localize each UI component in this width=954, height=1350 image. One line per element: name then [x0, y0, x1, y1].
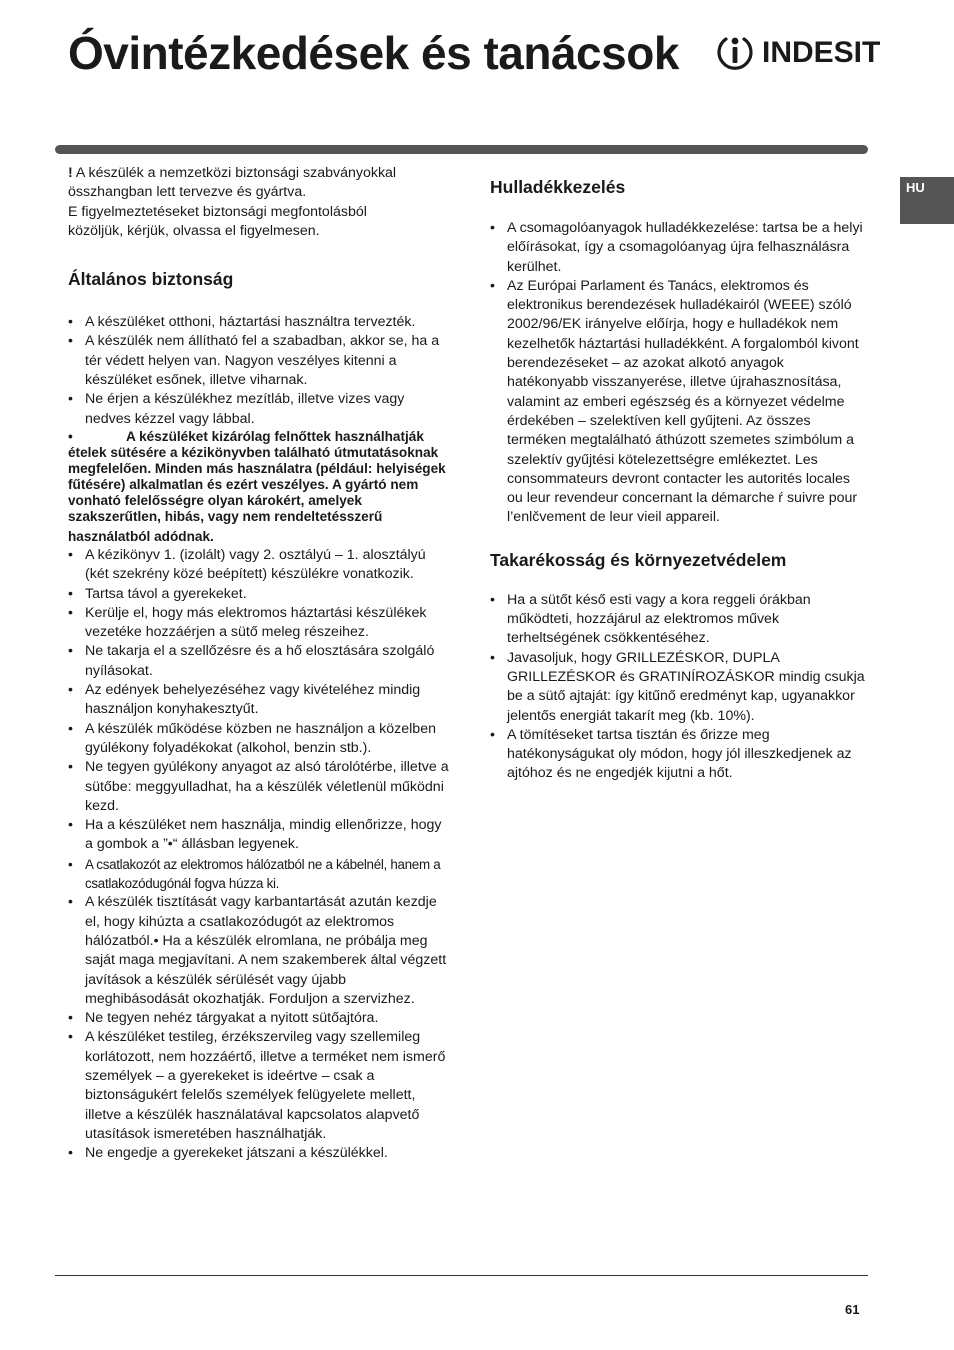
list-item: • Ha a készüléket nem használja, mindig ellenőrizze, hogy a gombok a ”•“ állásban legyenek.: [68, 816, 450, 855]
saving-list: [490, 591, 866, 784]
list-item: • A tömítéseket tartsa tisztán és őrizze meg hatékonyságukat oly módon, hogy jól illeszkedjenek az ajtóhoz és ne engedjék kijutni a hőt.: [490, 726, 866, 784]
general-safety-list-b: [68, 546, 450, 1164]
list-item: • Ha a sütőt késő esti vagy a kora reggeli órákban működteti, hozzájárul az elektromos művek terheltségének csökkentéséhez.: [490, 591, 866, 649]
bold-warning-paragraph: [68, 429, 450, 525]
page-number: 61: [845, 1302, 860, 1317]
intro-line-4: közöljük, kérjük, olvassa el figyelmesen.: [68, 222, 320, 239]
list-item: • Ne takarja el a szellőzésre és a hő elosztására szolgáló nyílásokat.: [68, 642, 450, 681]
list-item: • Ne engedje a gyerekeket játszani a készülékkel.: [68, 1144, 450, 1163]
intro-line-3: E figyelmeztetéseket biztonsági megfontolásból: [68, 203, 367, 220]
list-item: • Ne tegyen nehéz tárgyakat a nyitott sütőajtóra.: [68, 1009, 450, 1028]
bold-warning-text: A készüléket kizárólag felnőttek használhatják ételek sütésére a kézikönyvben található útmutatásoknak megfelelően. Minden más használatra (például: helyiségek fűtésére) alkalmatlan és ezért veszélyes. A gyártó nem vonható felelősségre olyan károkért, amelyek szakszerűtlen, hibás, vagy nem rendeltetésszerű: [68, 428, 446, 524]
list-item: • Az Európai Parlament és Tanács, elektromos és elektronikus berendezések hulladékairól (WEEE) szóló 2002/96/EK irányelve előírja, hogy e hulladékok nem kezelhetők háztartási hulladékként. A forgalomból kivont berendezéseket – az azokat alkotó anyagok hatékonyabb visszanyerése, illetve újrahasznosítása, valamint az emberi egészség és a környezet védelme érdekében – szelektíven kell gyűjteni. Az összes terméken megtalálható áthúzott szemetes szimbólum a szelektív gyűjtési kötelezettségre emlékeztet. Les consommateurs devront contacter les autorités locales ou leur revendeur concernant la démarche ŕ suivre pour l’enlčvement de leur vieil appareil.: [490, 277, 866, 528]
intro-notice: [68, 164, 450, 241]
list-item: • Ne érjen a készülékhez mezítláb, illetve vizes vagy nedves kézzel vagy lábbal.: [68, 390, 450, 429]
intro-line-1: [68, 164, 450, 183]
list-item: • Javasoljuk, hogy GRILLEZÉSKOR, DUPLA GRILLEZÉSKOR és GRATINÍROZÁSKOR mindig csukja be a sütő ajtaját: így kitűnő eredményt kap, ugyanakkor jelentős energiát takarít meg (kb. 10%).: [490, 649, 866, 726]
warning-icon: !: [68, 165, 73, 181]
indesit-logo-icon: [714, 32, 756, 74]
list-item: • A készüléket testileg, érzékszervileg vagy szellemileg korlátozott, nem hozzáértő, illetve a terméket nem ismerő személyek – a gyerekeket is ideértve – csak a biztonságukért felelős személyek felügyelete mellett, illetve a készülék használatával kapcsolatos alapvető utasítások ismeretében használhatják.: [68, 1028, 450, 1144]
general-safety-list-a: [68, 313, 450, 429]
list-item: • Kerülje el, hogy más elektromos háztartási készülékek vezetéke hozzáérjen a sütő meleg részeihez.: [68, 604, 450, 643]
bold-warning-last-line: használatból adódnak.: [68, 528, 214, 544]
list-item: • A készülék nem állítható fel a szabadban, akkor se, ha a tér védett helyen van. Nagyon veszélyes kitenni a készüléket esőnek, illetve viharnak.: [68, 332, 450, 390]
list-item: • Ne tegyen gyúlékony anyagot az alsó tárolótérbe, illetve a sütőbe: meggyulladhat, ha a készülék véletlenül működni kezd.: [68, 758, 450, 816]
intro-line-2: összhangban lett tervezve és gyártva.: [68, 184, 307, 201]
page-title: Óvintézkedések és tanácsok: [68, 27, 679, 79]
brand-logo: [714, 32, 880, 74]
brand-name: INDESIT: [762, 36, 881, 69]
list-item: • A készüléket otthoni, háztartási használtra tervezték.: [68, 313, 450, 332]
list-item: • A kézikönyv 1. (izolált) vagy 2. osztályú – 1. alosztályú (két szekrény közé beépített) készülékre vonatkozik.: [68, 546, 450, 585]
list-item: • A csatlakozót az elektromos hálózatból ne a kábelnél, hanem a csatlakozódugónál fogva húzza ki.: [68, 855, 450, 894]
section-heading-waste: Hulladékkezelés: [490, 177, 626, 197]
waste-list: [490, 219, 866, 528]
left-column: [68, 164, 450, 1163]
intro-text-1: A készülék a nemzetközi biztonsági szabványokkal: [75, 165, 397, 181]
footer-divider: [55, 1275, 868, 1276]
list-item: • A készülék működése közben ne használjon a közelben gyúlékony folyadékokat (alkohol, benzin stb.).: [68, 720, 450, 759]
language-tab: HU: [900, 177, 954, 224]
section-heading-saving: Takarékosság és környezetvédelem: [490, 549, 787, 570]
bold-bullet: •: [68, 428, 73, 444]
right-column: [490, 176, 866, 784]
list-item: • A csomagolóanyagok hulladékkezelése: tartsa be a helyi előírásokat, így a csomagolóanyag újra felhasználásra kerülhet.: [490, 219, 866, 277]
list-item: • Az edények behelyezéséhez vagy kivételéhez mindig használjon konyhakesztyűt.: [68, 681, 450, 720]
list-item: • Tartsa távol a gyerekeket.: [68, 585, 450, 604]
list-item: • A készülék tisztítását vagy karbantartását azután kezdje el, hogy kihúzta a csatlakozódugót az elektromos hálózatból.• Ha a készülék elromlana, ne próbálja meg saját maga megjavítani. A nem szakemberek által végzett javítások a készülék sérülését vagy újabb meghibásodását okozhatják. Forduljon a szervizhez.: [68, 893, 450, 1009]
header-divider-bar: [55, 145, 868, 154]
section-heading-general-safety: Általános biztonság: [68, 269, 234, 290]
